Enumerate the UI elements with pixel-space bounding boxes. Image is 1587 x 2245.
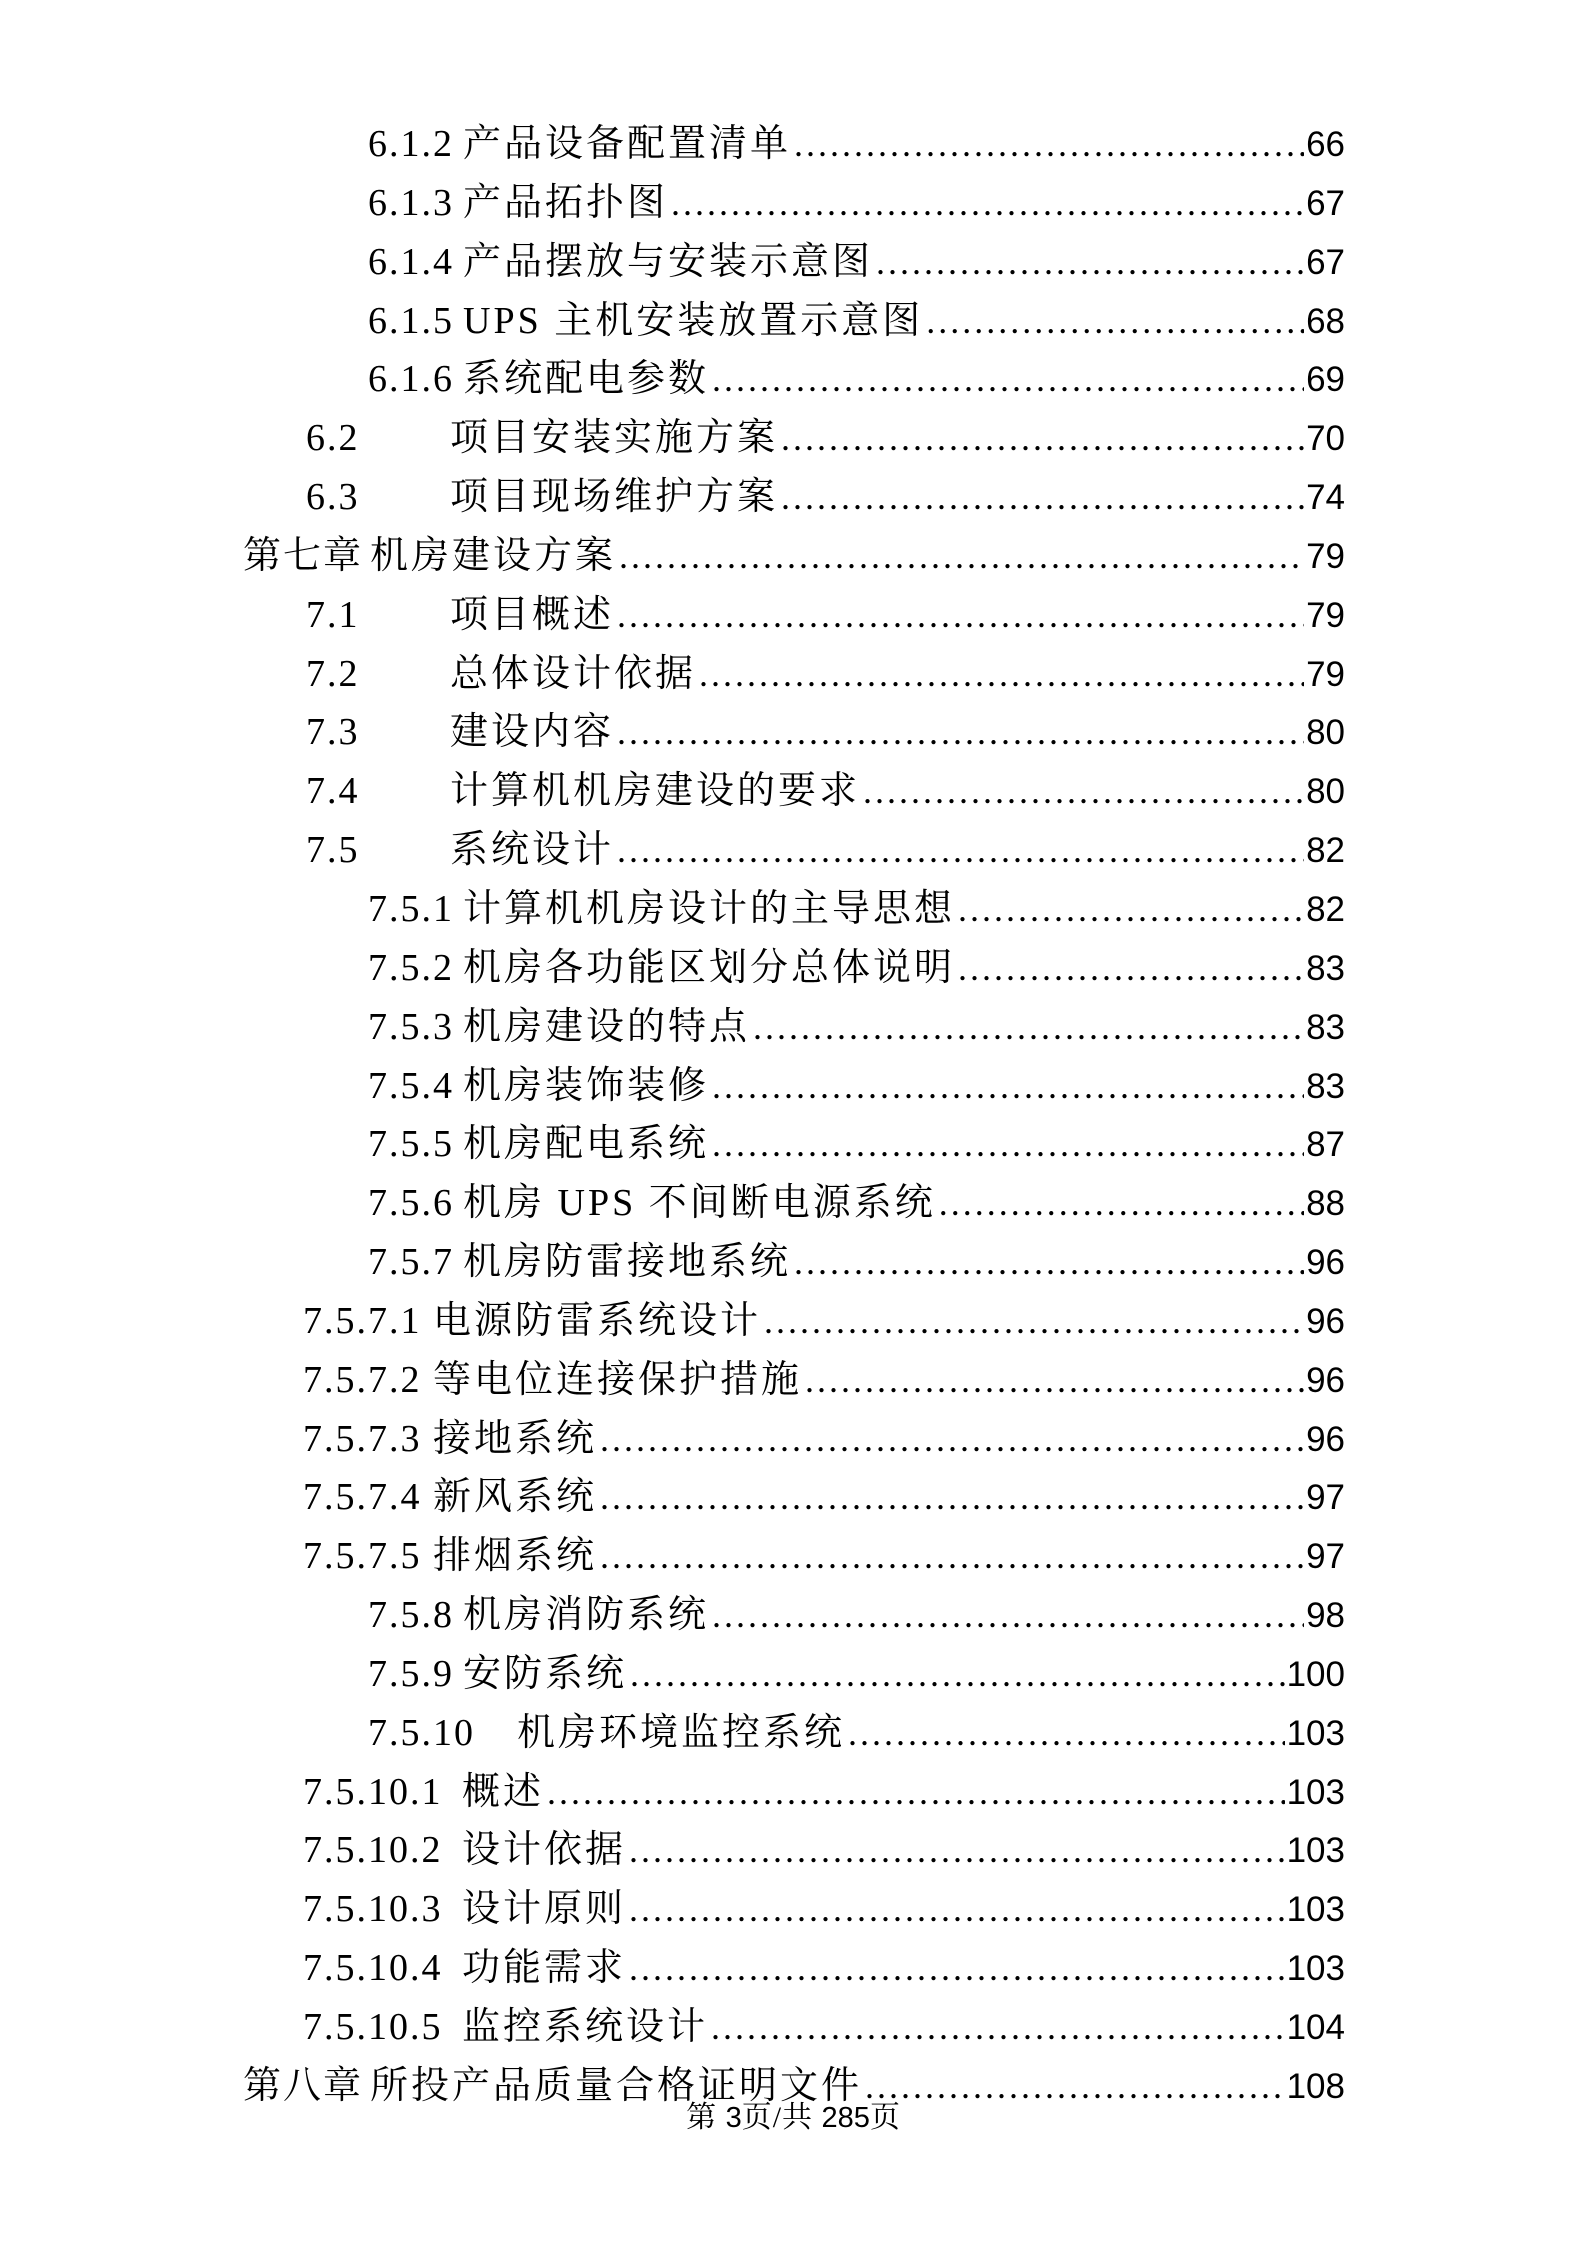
- footer-current-page: 3: [725, 2102, 742, 2134]
- toc-leader-dots: [699, 645, 1304, 704]
- toc-entry-title: 机房装饰装修: [463, 1064, 710, 1107]
- toc-entry-number: 7.5: [306, 829, 360, 872]
- toc-entry-title: 接地系统: [433, 1417, 598, 1460]
- toc-entry-title: 排烟系统: [433, 1535, 598, 1578]
- toc-entry-number: 7.2: [306, 652, 360, 695]
- toc-leader-dots: [712, 350, 1304, 409]
- toc-entry[interactable]: [242, 1704, 1345, 1763]
- toc-entry[interactable]: [242, 1057, 1345, 1116]
- toc-leader-dots: [805, 1351, 1304, 1410]
- toc-leader-dots: [794, 1233, 1304, 1292]
- toc-entry-number: 6.1.2: [368, 123, 454, 165]
- toc-entry-page-number: 83: [1306, 948, 1345, 988]
- toc-entry[interactable]: [242, 1233, 1345, 1292]
- toc-entry[interactable]: [242, 409, 1345, 468]
- toc-leader-dots: [863, 762, 1304, 821]
- toc-leader-dots: [781, 468, 1304, 527]
- toc-leader-dots: [711, 1998, 1285, 2057]
- toc-entry-title: 建设内容: [450, 711, 615, 754]
- toc-entry-number: 7.3: [306, 711, 360, 754]
- toc-entry-title: 机房环境监控系统: [517, 1711, 846, 1754]
- toc-entry-number: 7.1: [306, 593, 360, 636]
- toc-entry-title: 监控系统设计: [462, 2006, 709, 2048]
- toc-entry-page-number: 74: [1306, 478, 1345, 518]
- toc-entry-page-number: 82: [1306, 831, 1345, 871]
- toc-entry-page-number: 96: [1306, 1419, 1345, 1459]
- toc-leader-dots: [712, 1057, 1304, 1116]
- toc-entry-title: 产品设备配置清单: [463, 123, 792, 165]
- toc-entry-page-number: 104: [1286, 2008, 1345, 2047]
- footer-middle: 页/共: [741, 2101, 822, 2134]
- toc-entry-page-number: 88: [1306, 1184, 1345, 1224]
- toc-entry[interactable]: [242, 1410, 1345, 1469]
- toc-entry[interactable]: [242, 1939, 1345, 1998]
- toc-entry-page-number: 66: [1306, 125, 1345, 164]
- toc-entry-number: 7.5.7.2: [303, 1358, 422, 1401]
- toc-entry[interactable]: [242, 1998, 1345, 2057]
- toc-entry-title: 系统配电参数: [463, 358, 710, 401]
- toc-entry[interactable]: [242, 998, 1345, 1057]
- page-footer: [242, 2100, 1345, 2141]
- toc-entry-page-number: 80: [1306, 713, 1345, 753]
- toc-entry-page-number: 100: [1286, 1654, 1345, 1694]
- toc-entry-page-number: 97: [1306, 1478, 1345, 1518]
- toc-leader-dots: [600, 1527, 1304, 1586]
- toc-entry-page-number: 69: [1306, 360, 1345, 400]
- footer-prefix: 第: [686, 2101, 726, 2134]
- toc-entry-title: 机房防雷接地系统: [463, 1241, 792, 1284]
- toc-leader-dots: [764, 1292, 1304, 1351]
- toc-entry[interactable]: [242, 1880, 1345, 1939]
- toc-entry-title: 机房建设方案: [370, 534, 617, 577]
- toc-entry-number: 7.5.10: [368, 1711, 475, 1754]
- toc-entry-page-number: 97: [1306, 1537, 1345, 1577]
- toc-entry-title: 电源防雷系统设计: [433, 1299, 762, 1342]
- toc-entry-number: 7.5.7.1: [303, 1299, 422, 1342]
- toc-entry-title: 机房各功能区划分总体说明: [463, 946, 956, 989]
- toc-entry[interactable]: [242, 821, 1345, 880]
- toc-entry-page-number: 79: [1306, 595, 1345, 635]
- toc-entry-page-number: 83: [1306, 1007, 1345, 1047]
- toc-entry-number: 7.5.7.4: [303, 1476, 422, 1519]
- toc-entry[interactable]: [242, 1645, 1345, 1704]
- toc-leader-dots: [671, 174, 1304, 233]
- toc-entry-title: 概述: [462, 1770, 545, 1813]
- toc-entry-number: 7.5.7.3: [303, 1417, 422, 1460]
- toc-entry-number: 7.4: [306, 770, 360, 813]
- toc-entry[interactable]: [242, 1115, 1345, 1174]
- toc-leader-dots: [600, 1410, 1304, 1469]
- toc-entry[interactable]: [242, 468, 1345, 527]
- toc-entry[interactable]: [242, 1468, 1345, 1527]
- toc-entry-title: 设计原则: [462, 1888, 627, 1931]
- toc-entry-page-number: 70: [1306, 419, 1345, 459]
- toc-entry-number: 6.1.6: [368, 358, 454, 401]
- toc-entry[interactable]: [242, 939, 1345, 998]
- toc-entry-number: 7.5.6: [368, 1182, 454, 1225]
- toc-leader-dots: [629, 1880, 1285, 1939]
- toc-leader-dots: [712, 1586, 1304, 1645]
- toc-leader-dots: [939, 1174, 1304, 1233]
- toc-entry-page-number: 98: [1306, 1596, 1345, 1636]
- toc-entry-number: 6.1.4: [368, 240, 454, 283]
- toc-leader-dots: [600, 1468, 1304, 1527]
- toc-entry-title: 项目现场维护方案: [450, 476, 779, 519]
- toc-entry[interactable]: [242, 1527, 1345, 1586]
- toc-entry[interactable]: [242, 1292, 1345, 1351]
- toc-entry[interactable]: [242, 115, 1345, 174]
- toc-entry-page-number: 83: [1306, 1066, 1345, 1106]
- toc-leader-dots: [781, 409, 1304, 468]
- toc-entry[interactable]: [242, 1821, 1345, 1880]
- toc-leader-dots: [926, 292, 1304, 351]
- toc-leader-dots: [629, 1821, 1285, 1880]
- toc-entry-title: 功能需求: [462, 1947, 627, 1990]
- toc-entry-title: 产品拓扑图: [463, 181, 669, 224]
- toc-entry-number: 7.5.4: [368, 1064, 454, 1107]
- toc-entry[interactable]: [242, 233, 1345, 292]
- toc-leader-dots: [958, 939, 1304, 998]
- toc-entry-page-number: 103: [1286, 1713, 1345, 1753]
- toc-entry-title: 机房 UPS 不间断电源系统: [463, 1182, 936, 1225]
- toc-leader-dots: [630, 1645, 1285, 1704]
- toc-entry-title: 计算机机房设计的主导思想: [463, 887, 956, 930]
- toc-entry-title: 计算机机房建设的要求: [450, 770, 861, 813]
- toc-entry[interactable]: [242, 1763, 1345, 1822]
- toc-entry-title: 新风系统: [433, 1476, 598, 1519]
- toc-entry-title: 等电位连接保护措施: [433, 1358, 803, 1401]
- toc-entry-page-number: 103: [1286, 1949, 1345, 1989]
- toc-entry-number: 7.5.10.2: [303, 1829, 443, 1872]
- toc-entry-page-number: 82: [1306, 889, 1345, 929]
- toc-entry[interactable]: [242, 586, 1345, 645]
- toc-entry-page-number: 103: [1286, 1890, 1345, 1930]
- toc-entry[interactable]: [242, 292, 1345, 351]
- toc-entry-title: 设计依据: [462, 1829, 627, 1872]
- toc-leader-dots: [753, 998, 1304, 1057]
- toc-entry-number: 7.5.1: [368, 887, 454, 930]
- toc-entry-number: 第七章: [243, 534, 364, 577]
- toc-entry-title: 系统设计: [450, 829, 615, 872]
- toc-entry-number: 7.5.10.1: [303, 1770, 443, 1813]
- toc-entry-number: 7.5.10.3: [303, 1888, 443, 1931]
- toc-entry-page-number: 96: [1306, 1243, 1345, 1283]
- toc-leader-dots: [547, 1763, 1285, 1822]
- toc-leader-dots: [958, 880, 1304, 939]
- toc-entry-page-number: 79: [1306, 654, 1345, 694]
- toc-entry-title: 项目安装实施方案: [450, 417, 779, 460]
- toc-entry-number: 第八章: [243, 2064, 364, 2107]
- toc-entry-title: UPS 主机安装放置示意图: [463, 299, 924, 342]
- toc-leader-dots: [617, 821, 1304, 880]
- toc-leader-dots: [712, 1115, 1304, 1174]
- toc-entry[interactable]: [242, 527, 1345, 586]
- footer-total-pages: 285: [821, 2102, 870, 2134]
- toc-entry-number: 6.3: [306, 476, 360, 519]
- toc-entry-page-number: 87: [1306, 1125, 1345, 1165]
- toc-entry-page-number: 67: [1306, 242, 1345, 282]
- toc-entry[interactable]: [242, 762, 1345, 821]
- toc-entry-number: 7.5.9: [368, 1652, 454, 1695]
- toc-entry-number: 7.5.3: [368, 1005, 454, 1048]
- table-of-contents: [242, 115, 1345, 2116]
- toc-entry-page-number: 80: [1306, 772, 1345, 812]
- toc-entry-page-number: 79: [1306, 536, 1345, 576]
- toc-entry-page-number: 108: [1286, 2066, 1345, 2106]
- toc-entry[interactable]: [242, 880, 1345, 939]
- toc-entry-title: 总体设计依据: [450, 652, 697, 695]
- toc-entry[interactable]: [242, 174, 1345, 233]
- toc-entry-number: 7.5.5: [368, 1123, 454, 1166]
- toc-entry-title: 机房消防系统: [463, 1594, 710, 1637]
- toc-leader-dots: [876, 233, 1304, 292]
- toc-leader-dots: [617, 703, 1304, 762]
- toc-leader-dots: [629, 1939, 1285, 1998]
- toc-leader-dots: [848, 1704, 1285, 1763]
- toc-leader-dots: [619, 527, 1304, 586]
- toc-entry-page-number: 67: [1306, 183, 1345, 223]
- toc-entry-number: 7.5.7: [368, 1241, 454, 1284]
- toc-entry[interactable]: [242, 645, 1345, 704]
- toc-entry-title: 项目概述: [450, 593, 615, 636]
- toc-entry-page-number: 96: [1306, 1360, 1345, 1400]
- toc-entry-number: 7.5.7.5: [303, 1535, 422, 1578]
- toc-leader-dots: [617, 586, 1304, 645]
- toc-entry-number: 7.5.2: [368, 946, 454, 989]
- toc-leader-dots: [794, 115, 1304, 174]
- toc-entry-title: 机房配电系统: [463, 1123, 710, 1166]
- toc-entry-number: 6.2: [306, 417, 360, 460]
- toc-entry-title: 机房建设的特点: [463, 1005, 751, 1048]
- toc-entry-title: 产品摆放与安装示意图: [463, 240, 874, 283]
- toc-entry[interactable]: [242, 1586, 1345, 1645]
- toc-entry-page-number: 68: [1306, 301, 1345, 341]
- toc-entry[interactable]: [242, 1174, 1345, 1233]
- toc-entry[interactable]: [242, 350, 1345, 409]
- toc-entry-page-number: 96: [1306, 1301, 1345, 1341]
- toc-entry-title: 安防系统: [463, 1652, 628, 1695]
- toc-entry-number: 6.1.5: [368, 299, 454, 342]
- toc-entry-page-number: 103: [1286, 1772, 1345, 1812]
- toc-entry[interactable]: [242, 703, 1345, 762]
- toc-entry-title: 所投产品质量合格证明文件: [370, 2064, 863, 2107]
- toc-entry[interactable]: [242, 1351, 1345, 1410]
- footer-suffix: 页: [869, 2101, 901, 2134]
- toc-entry-page-number: 103: [1286, 1831, 1345, 1871]
- toc-entry-number: 7.5.10.5: [303, 2006, 443, 2048]
- toc-entry-number: 7.5.8: [368, 1594, 454, 1637]
- toc-entry-number: 7.5.10.4: [303, 1947, 443, 1990]
- toc-entry-number: 6.1.3: [368, 181, 454, 224]
